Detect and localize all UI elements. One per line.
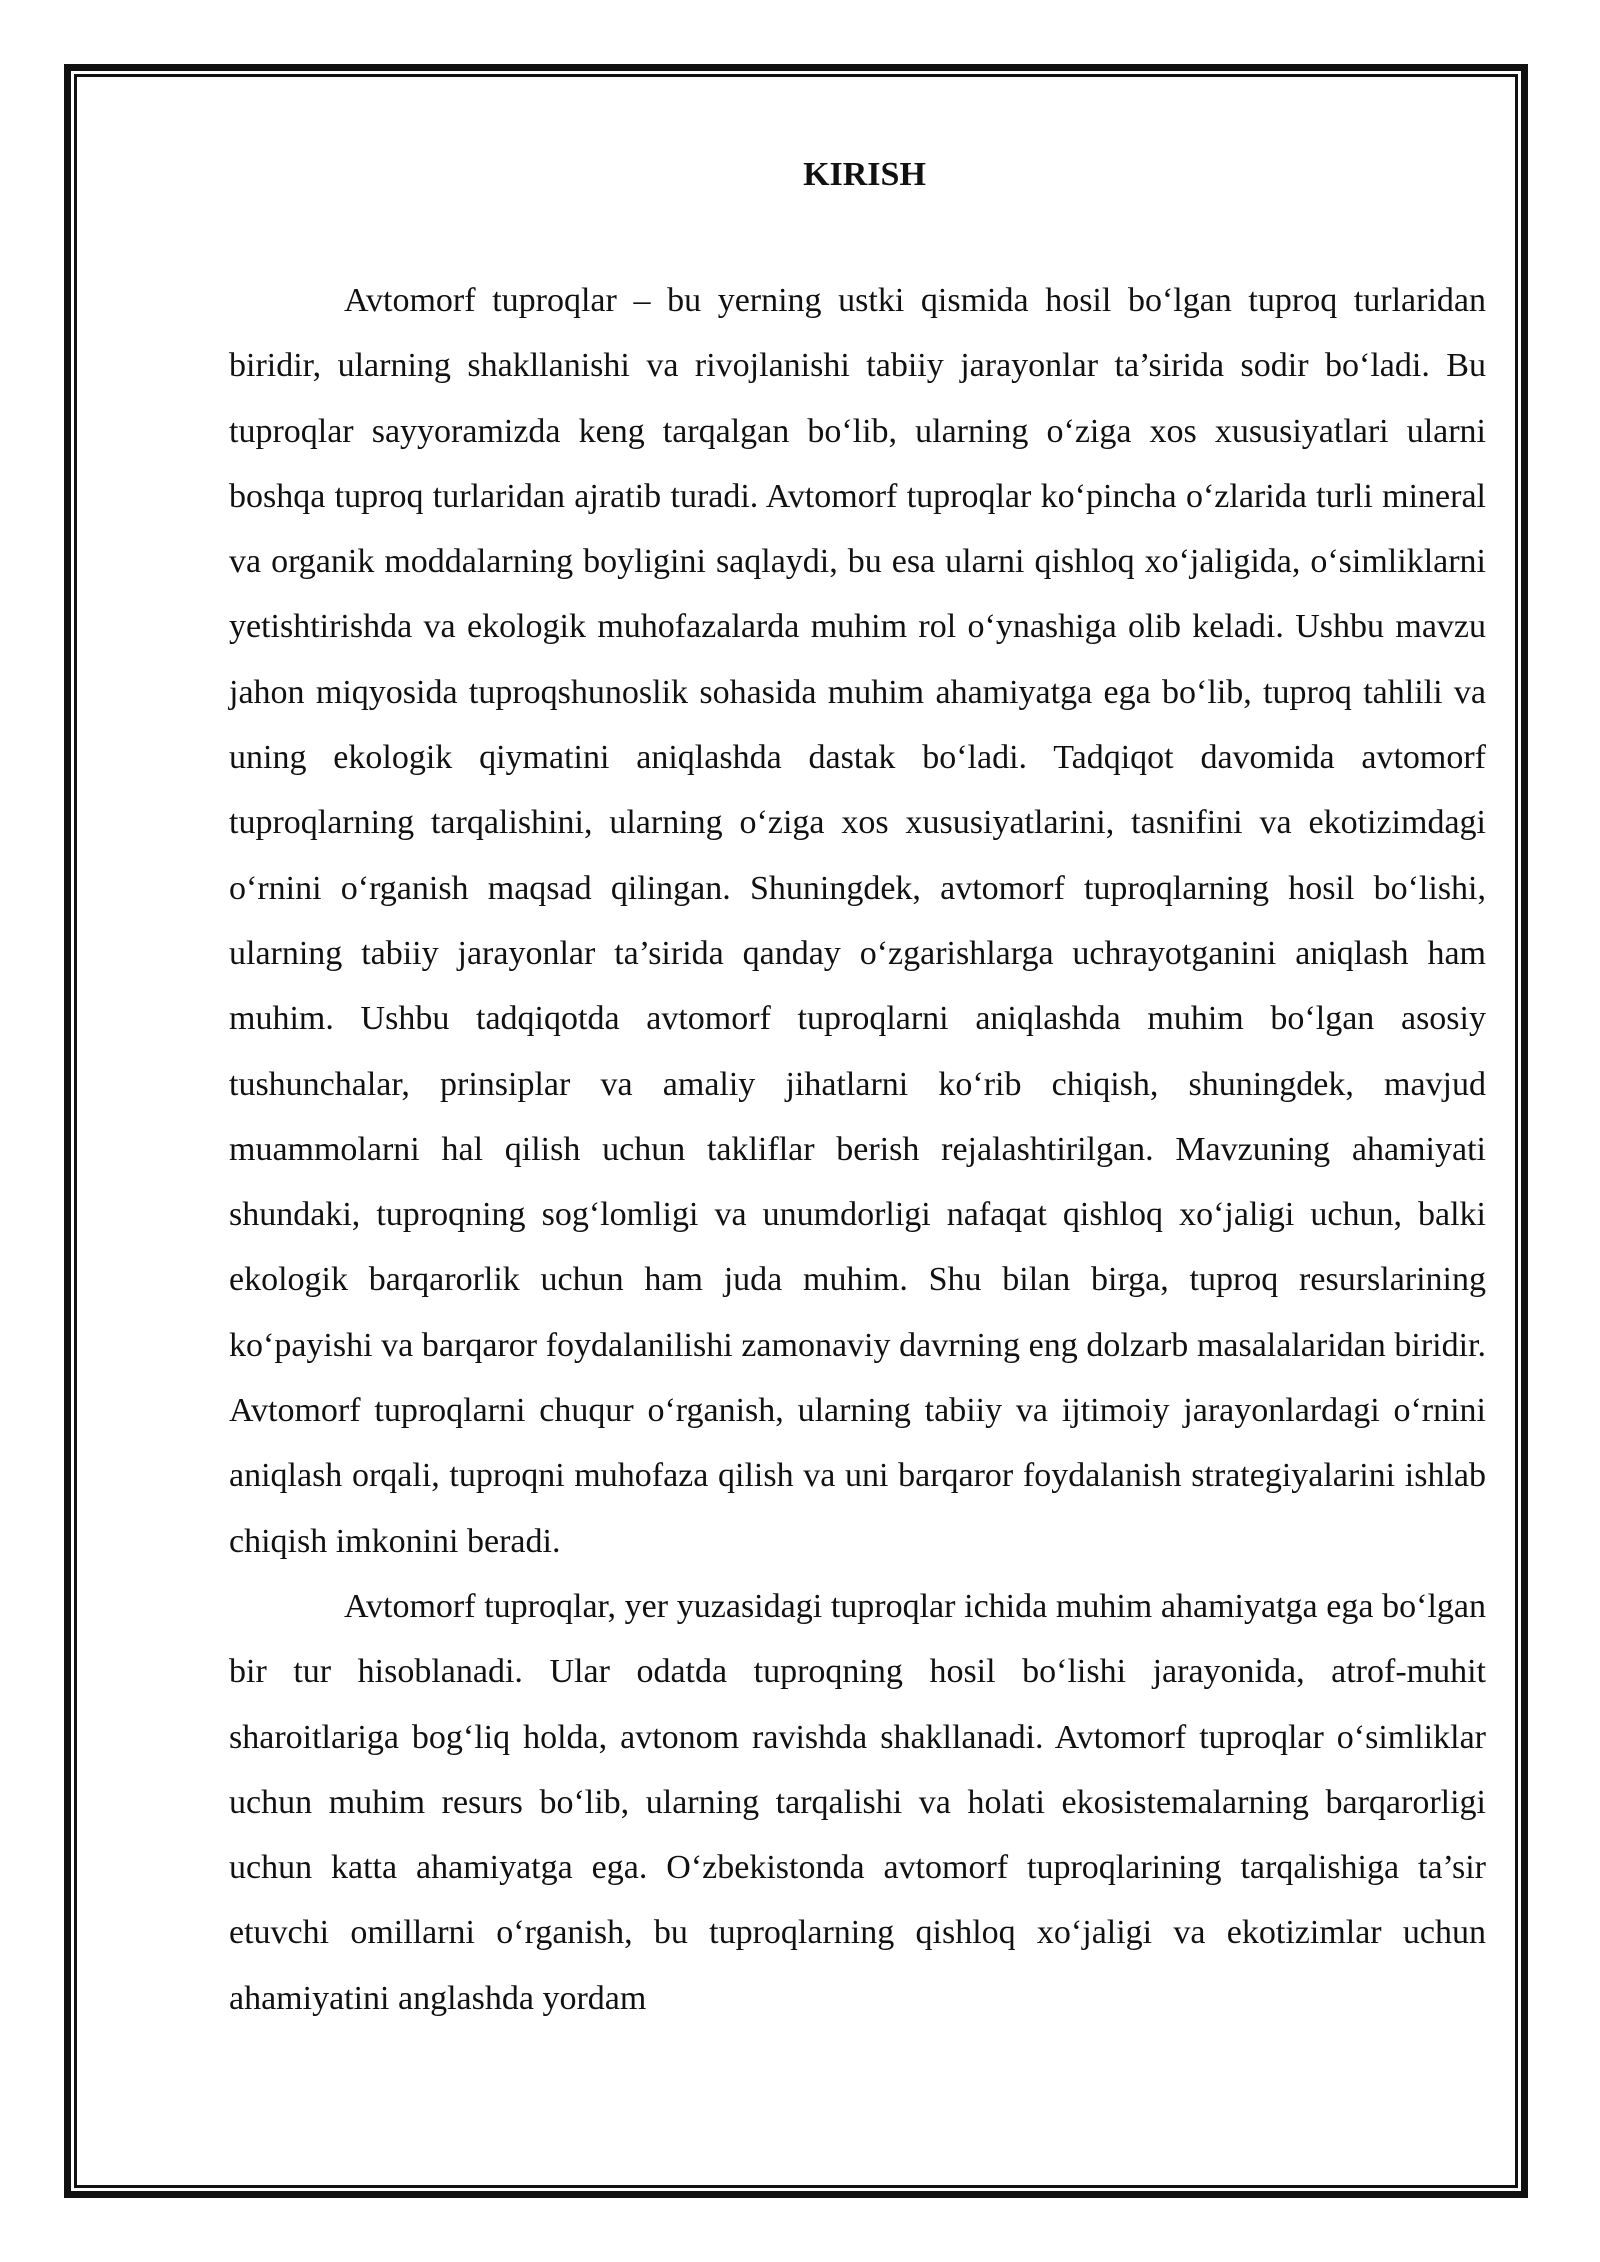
paragraph-1: Avtomorf tuproqlar – bu yerning ustki qismida hosil bo‘lgan tuproq turlaridan biridir, ularning shakllanishi va rivojlanishi tabiiy jarayonlar ta’sirida sodir bo‘ladi. Bu tuproqlar sayyoramizda keng tarqalgan bo‘lib, ularning o‘ziga xos xususiyatlari ularni boshqa tuproq turlaridan ajratib turadi. Avtomorf tuproqlar ko‘pincha o‘zlarida turli mineral va organik moddalarning boyligini saqlaydi, bu esa ularni qishloq xo‘jaligida, o‘simliklarni yetishtirishda va ekologik muhofazalarda muhim rol o‘ynashiga olib keladi. Ushbu mavzu jahon miqyosida tuproqshunoslik sohasida muhim ahamiyatga ega bo‘lib, tuproq tahlili va uning ekologik qiymatini aniqlashda dastak bo‘ladi. Tadqiqot davomida avtomorf tuproqlarning tarqalishini, ularning o‘ziga xos xususiyatlarini, tasnifini va ekotizimdagi o‘rnini o‘rganish maqsad qilingan. Shuningdek, avtomorf tuproqlarning hosil bo‘lishi, ularning tabiiy jarayonlar ta’sirida qanday o‘zgarishlarga uchrayotganini aniqlash ham muhim. Ushbu tadqiqotda avtomorf tuproqlarni aniqlashda muhim bo‘lgan asosiy tushunchalar, prinsiplar va amaliy jihatlarni ko‘rib chiqish, shuningdek, mavjud muammolarni hal qilish uchun takliflar berish rejalashtirilgan. Mavzuning ahamiyati shundaki, tuproqning sog‘lomligi va unumdorligi nafaqat qishloq xo‘jaligi uchun, balki ekologik barqarorlik uchun ham juda muhim. Shu bilan birga, tuproq resurslarining ko‘payishi va barqaror foydalanilishi zamonaviy davrning eng dolzarb masalalaridan biridir. Avtomorf tuproqlarni chuqur o‘rganish, ularning tabiiy va ijtimoiy jarayonlardagi o‘rnini aniqlash orqali, tuproqni muhofaza qilish va uni barqaror foydalanish strategiyalarini ishlab chiqish imkonini beradi. <box>229 282 1486 1560</box>
document-body <box>229 140 1486 2031</box>
paragraph-2: Avtomorf tuproqlar, yer yuzasidagi tuproqlar ichida muhim ahamiyatga ega bo‘lgan bir tur hisoblanadi. Ular odatda tuproqning hosil bo‘lishi jarayonida, atrof-muhit sharoitlariga bog‘liq holda, avtonom ravishda shakllanadi. Avtomorf tuproqlar o‘simliklar uchun muhim resurs bo‘lib, ularning tarqalishi va holati ekosistemalarning barqarorligi uchun katta ahamiyatga ega. O‘zbekistonda avtomorf tuproqlarining tarqalishiga ta’sir etuvchi omillarni o‘rganish, bu tuproqlarning qishloq xo‘jaligi va ekotizimlar uchun ahamiyatini anglashda yordam <box>229 1587 1486 2017</box>
section-title: KIRISH <box>803 156 926 193</box>
